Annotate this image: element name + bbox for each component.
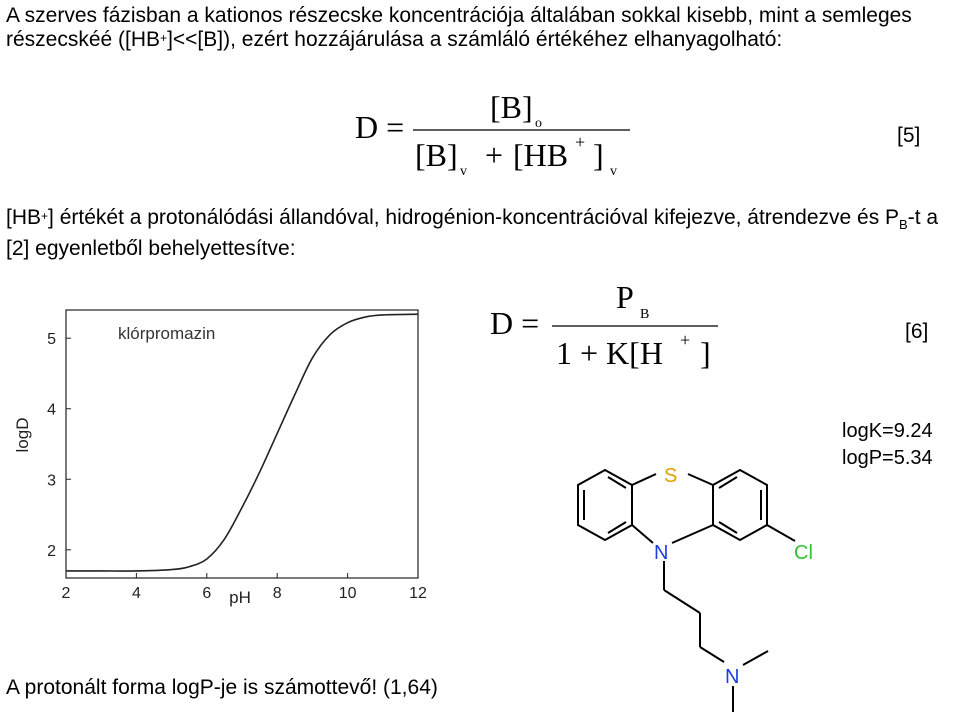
p2-a: [HB (6, 206, 42, 229)
x-tick-label: 2 (61, 585, 71, 602)
chain-bond-4 (700, 647, 724, 662)
x-axis-label: pH (229, 588, 251, 607)
atom-sulfur: S (664, 465, 678, 487)
right-benzene-ring (713, 470, 767, 540)
x-tick-label: 12 (409, 585, 427, 602)
intro-sup: + (160, 31, 168, 45)
intro-tail: ]<<[B]), ezért hozzájárulása a számláló értékéhez elhanyagolható: (167, 28, 783, 51)
p2-sub: B (899, 217, 908, 233)
eq5-den2-sup: + (575, 132, 586, 152)
eq5-den2-sub: v (610, 164, 617, 179)
equation-6 (490, 278, 730, 378)
eq6-den: 1 + K[H (556, 335, 663, 371)
eq5-den2-close: ] (593, 137, 604, 173)
y-tick-label: 4 (47, 401, 56, 419)
constants-box (842, 418, 933, 472)
chart-ticks (47, 331, 427, 602)
atom-nitrogen-amine: N (725, 666, 740, 688)
y-tick-label: 2 (47, 542, 56, 560)
eq5-numerator-sub: o (535, 116, 542, 131)
left-ring-inner-bond-1 (608, 477, 626, 488)
bond-n-left (632, 525, 653, 543)
left-ring-inner-bond-2 (608, 522, 626, 533)
equation-6-tag: [6] (905, 320, 929, 343)
eq6-den-close: ] (700, 335, 711, 371)
y-tick-label: 5 (47, 331, 56, 349)
logk-value: logK=9.24 (842, 420, 933, 442)
bond-n-right (672, 525, 713, 543)
x-tick-label: 4 (131, 585, 141, 602)
eq6-numerator-sub: B (640, 307, 650, 322)
x-tick-label: 8 (272, 585, 282, 602)
equation-5-tag: [5] (897, 124, 921, 147)
y-tick-label: 3 (47, 472, 56, 490)
p2-c: -t a [2] egyenletből behelyettesítve: (6, 206, 939, 261)
eq5-numerator: [B] (490, 89, 533, 125)
eq5-den2: [HB (513, 137, 569, 173)
chart-frame (66, 310, 418, 578)
x-tick-label: 10 (338, 585, 357, 602)
closing-remark: A protonált forma logP-je is számottevő! (1,64) (6, 676, 438, 699)
methyl-bond-1 (743, 651, 768, 665)
atom-chlorine: Cl (794, 542, 813, 564)
eq6-numerator: P (616, 279, 634, 315)
x-tick-label: 6 (202, 585, 212, 602)
atom-nitrogen-ring: N (654, 542, 669, 564)
eq5-plus: + (485, 137, 504, 173)
bond-s-right (688, 474, 713, 485)
equation-5 (355, 82, 645, 182)
chlorpromazine-structure (540, 440, 840, 714)
bond-s-left (632, 474, 656, 485)
eq5-den1: [B] (415, 137, 458, 173)
plot-area-border (66, 310, 418, 578)
left-benzene-ring (578, 470, 632, 540)
substitution-paragraph (6, 206, 951, 261)
bond-cl (767, 525, 795, 541)
intro-text: A szerves fázisban a kationos részecske koncentrációja általában sokkal kisebb, mint a semleges részecskéé ([HB (6, 4, 912, 51)
eq5-lhs: D = (355, 109, 405, 145)
eq5-den1-sub: v (460, 164, 467, 179)
eq6-lhs: D = (490, 305, 540, 341)
logd-curve (66, 314, 418, 571)
right-ring-inner-bond-2 (719, 522, 737, 533)
p2-b: ] értékét a protonálódási állandóval, hidrogénion-koncentrációval kifejezve, átrendezve és P (48, 206, 900, 229)
chain-bond-2 (664, 590, 700, 613)
right-ring-inner-bond-1 (719, 477, 737, 488)
chart-series (66, 314, 418, 571)
logd-ph-chart (0, 290, 440, 620)
y-axis-label: logD (13, 417, 32, 453)
p2-sup: + (41, 209, 49, 223)
intro-paragraph (6, 4, 951, 52)
logp-value: logP=5.34 (842, 447, 933, 469)
molecule-bonds (578, 470, 795, 712)
eq6-den-sup: + (680, 330, 691, 350)
chart-annotation: klórpromazin (118, 324, 216, 343)
